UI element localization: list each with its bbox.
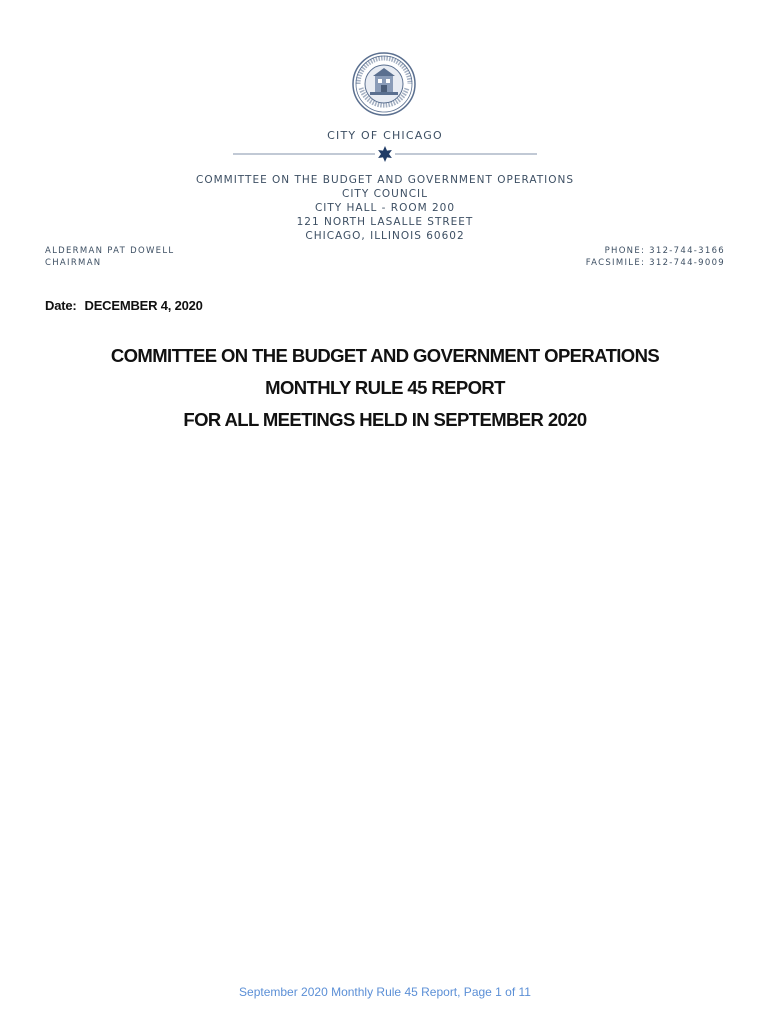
six-point-star-icon [378, 146, 392, 162]
date-label: Date: [45, 298, 77, 313]
phone-number: PHONE: 312-744-3166 [604, 246, 725, 256]
chairman-name: ALDERMAN PAT DOWELL [45, 246, 175, 256]
title-line-period: FOR ALL MEETINGS HELD IN SEPTEMBER 2020 [183, 409, 587, 430]
date-line [45, 298, 203, 313]
title-line-report: MONTHLY RULE 45 REPORT [265, 377, 505, 398]
committee-name: COMMITTEE ON THE BUDGET AND GOVERNMENT OPERATIONS [195, 174, 574, 186]
date-value: DECEMBER 4, 2020 [84, 298, 203, 313]
committee-address [0, 173, 770, 243]
fax-number: FACSIMILE: 312-744-9009 [585, 258, 725, 268]
street-line: 121 NORTH LASALLE STREET [296, 216, 474, 228]
chairman-block [45, 245, 174, 269]
chairman-title: CHAIRMAN [45, 258, 102, 268]
city-council: CITY COUNCIL [341, 188, 428, 200]
contact-numbers [586, 245, 725, 269]
room-line: CITY HALL - ROOM 200 [314, 202, 456, 214]
city-name: CITY OF CHICAGO [327, 129, 443, 142]
city-seal-logo [352, 52, 416, 116]
page-footer: September 2020 Monthly Rule 45 Report, Page 1 of 11 [239, 985, 531, 999]
report-title [0, 340, 770, 436]
star-divider [233, 146, 537, 162]
city-state-line: CHICAGO, ILLINOIS 60602 [305, 230, 465, 242]
title-line-committee: COMMITTEE ON THE BUDGET AND GOVERNMENT OPERATIONS [110, 345, 660, 366]
